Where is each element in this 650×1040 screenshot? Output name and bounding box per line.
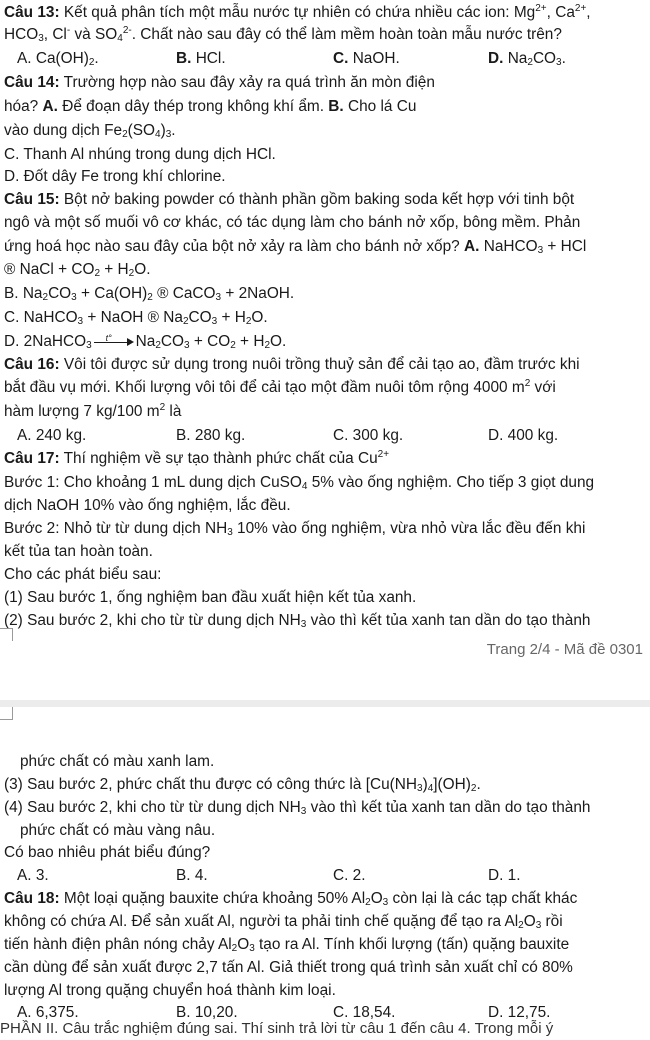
page-corner-mark bbox=[0, 707, 13, 720]
q15-stem-line1: Câu 15: Bột nở baking powder có thành phần gồm baking soda kết hợp với tinh bột bbox=[4, 191, 575, 208]
q16-option-c: C. 300 kg. bbox=[333, 427, 404, 444]
q17-statement-3: (3) Sau bước 2, phức chất thu được có công thức là $[Cu(NH_3)_4](OH)_2$. bbox=[4, 776, 481, 794]
q14-stem-line2: hóa? A. Để đoạn dây thép trong không khí ẩm. B. Cho lá Cu bbox=[4, 98, 417, 115]
q13-option-d: D. $Na_2CO_3$. bbox=[488, 50, 566, 68]
q18-stem-line5: lượng Al trong quặng chuyển hoá thành kim loại. bbox=[4, 982, 336, 999]
q13-stem-line1: Câu 13: Kết quả phân tích một mẫu nước tự nhiên có chứa nhiều các ion: $Mg^{2+}$, $Ca^{2+}$, bbox=[4, 3, 591, 21]
q17-step2-line1: Bước 2: Nhỏ từ từ dung dịch $NH_3$ 10% vào ống nghiệm, vừa nhỏ vừa lắc đều đến khi bbox=[4, 520, 586, 538]
page-corner-mark bbox=[0, 628, 13, 641]
q13-stem-line2: $HCO_3$, Cl- và $SO_4^{2-}$. Chất nào sau đây có thể làm mềm hoàn toàn mẫu nước trên? bbox=[4, 25, 562, 44]
q14-option-c: C. Thanh Al nhúng trong dung dịch HCl. bbox=[4, 146, 276, 163]
q17-statement-1: (1) Sau bước 1, ống nghiệm ban đầu xuất hiện kết tủa xanh. bbox=[4, 589, 417, 606]
q18-stem-line4: cần dùng để sản xuất được 2,7 tấn Al. Giả thiết trong quá trình sản xuất chỉ có 80% bbox=[4, 959, 573, 976]
q13-option-c: C. NaOH. bbox=[333, 50, 400, 67]
q16-stem-line3: hàm lượng 7 kg/100 $m^2$ là bbox=[4, 402, 182, 420]
q17-step2-line2: kết tủa tan hoàn toàn. bbox=[4, 543, 153, 560]
cut-off-heading: PHẦN II. Câu trắc nghiệm đúng sai. Thí sinh trả lời từ câu 1 đến câu 4. Trong mỗi ý bbox=[0, 1020, 554, 1037]
q17-step1-line2: dịch NaOH 10% vào ống nghiệm, lắc đều. bbox=[4, 497, 291, 514]
q16-option-a: A. 240 kg. bbox=[17, 427, 87, 444]
page-3-top bbox=[0, 707, 650, 1037]
q17-option-a: A. 3. bbox=[17, 867, 49, 884]
q16-option-b: B. 280 kg. bbox=[176, 427, 246, 444]
q15-option-c: C. NaHCO$_3$ + NaOH ® $Na_2CO_3 + H_2O$. bbox=[4, 309, 268, 327]
q17-question: Có bao nhiêu phát biểu đúng? bbox=[4, 844, 211, 861]
q18-stem-line2: không có chứa Al. Để sản xuất Al, người ta phải tinh chế quặng để tạo ra $Al_2O_3$ rồi bbox=[4, 913, 563, 931]
q18-option-c: C. 18,54. bbox=[333, 1004, 396, 1021]
q15-option-b: B. $Na_2CO_3 + Ca(OH)_2$ ® CaCO$_3$ + 2NaOH. bbox=[4, 285, 295, 303]
q14-stem-line1: Câu 14: Trường hợp nào sau đây xảy ra quá trình ăn mòn điện bbox=[4, 74, 435, 91]
q17-statement-4-cont: phức chất có màu vàng nâu. bbox=[20, 822, 216, 839]
page-break bbox=[0, 700, 650, 707]
q15-option-a-cont: ® NaCl + $CO_2 + H_2O$. bbox=[4, 261, 151, 279]
q15-stem-line2: ngô và một số muối vô cơ khác, có tác dụng làm cho bánh nở xốp, bông mềm. Phản bbox=[4, 214, 581, 231]
q17-title: Câu 17: Thí nghiệm về sự tạo thành phức chất của $Cu^{2+}$ bbox=[4, 449, 390, 467]
q17-step1-line1: Bước 1: Cho khoảng 1 mL dung dịch CuSO$_4$ 5% vào ống nghiệm. Cho tiếp 3 giọt dung bbox=[4, 474, 595, 492]
q18-option-d: D. 12,75. bbox=[488, 1004, 551, 1021]
q17-option-d: D. 1. bbox=[488, 867, 521, 884]
q18-stem-line3: tiến hành điện phân nóng chảy $Al_2O_3$ tạo ra Al. Tính khối lượng (tấn) quặng bauxite bbox=[4, 936, 570, 954]
q16-stem-line2: bắt đầu vụ mới. Khối lượng vôi tôi để cải tạo một đầm nuôi tôm rộng 4000 $m^2$ với bbox=[4, 378, 556, 396]
q18-option-a: A. 6,375. bbox=[17, 1004, 79, 1021]
q17-intro: Cho các phát biểu sau: bbox=[4, 566, 162, 583]
q16-option-d: D. 400 kg. bbox=[488, 427, 559, 444]
q15-stem-line3: ứng hoá học nào sau đây của bột nở xảy ra làm cho bánh nở xốp? A. NaHCO$_3$ + HCl bbox=[4, 238, 587, 256]
q15-option-d: D. 2NaHCO$_3$ t° $Na_2CO_3 + CO_2 + H_2O$. bbox=[4, 332, 287, 351]
q18-stem-line1: Câu 18: Một loại quặng bauxite chứa khoảng 50% $Al_2O_3$ còn lại là các tạp chất khác bbox=[4, 890, 578, 908]
reaction-arrow-icon: t° bbox=[94, 336, 134, 348]
q17-statement-2-cont: phức chất có màu xanh lam. bbox=[20, 753, 215, 770]
q17-option-b: B. 4. bbox=[176, 867, 208, 884]
q18-option-b: B. 10,20. bbox=[176, 1004, 238, 1021]
q14-option-d: D. Đốt dây Fe trong khí chlorine. bbox=[4, 168, 226, 185]
q14-stem-line3: vào dung dịch $Fe_2(SO_4)_3$. bbox=[4, 122, 176, 140]
q13-option-a: A. $Ca(OH)_2$. bbox=[17, 50, 99, 68]
q13-option-b: B. HCl. bbox=[176, 50, 226, 67]
page-footer: Trang 2/4 - Mã đề 0301 bbox=[486, 641, 643, 658]
q17-option-c: C. 2. bbox=[333, 867, 366, 884]
q17-statement-2: (2) Sau bước 2, khi cho từ từ dung dịch $NH_3$ vào thì kết tủa xanh tan dần do tạo thành bbox=[4, 612, 591, 630]
q16-stem-line1: Câu 16: Vôi tôi được sử dụng trong nuôi trồng thuỷ sản để cải tạo ao, đầm trước khi bbox=[4, 356, 580, 373]
q17-statement-4: (4) Sau bước 2, khi cho từ từ dung dịch $NH_3$ vào thì kết tủa xanh tan dần do tạo thành bbox=[4, 799, 591, 817]
